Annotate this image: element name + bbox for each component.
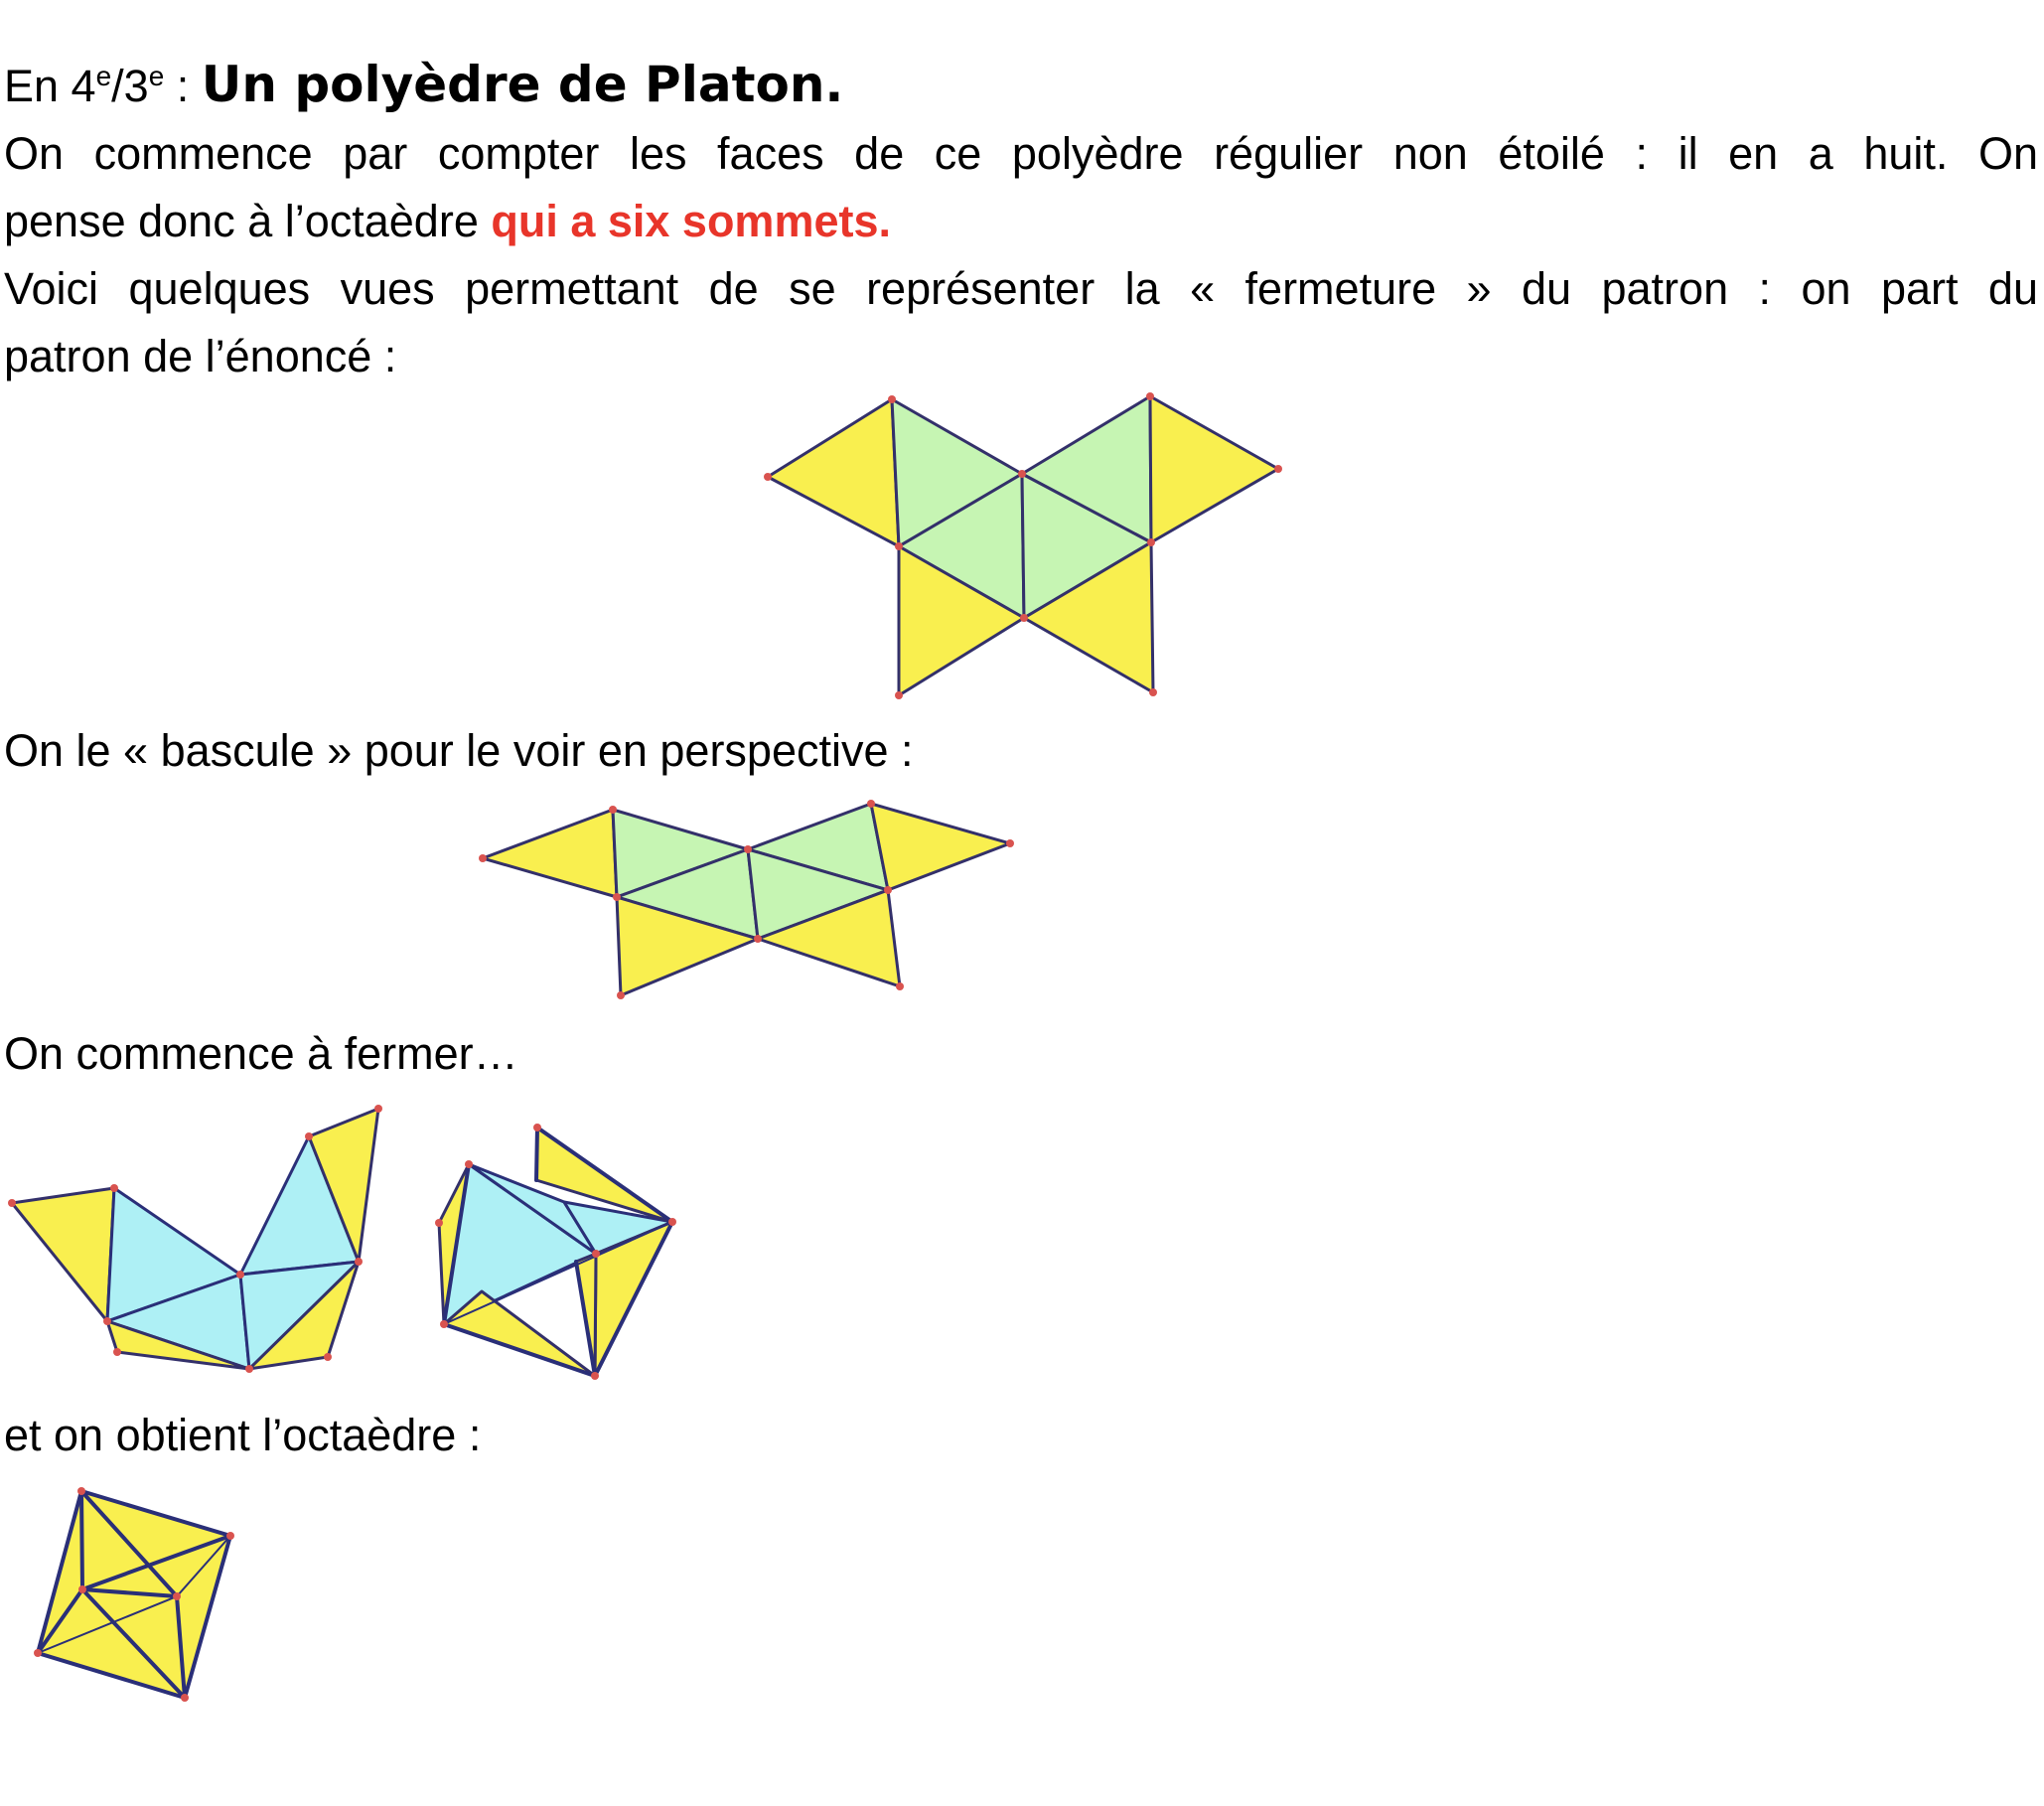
heading xyxy=(4,56,844,113)
octahedron-net-figure xyxy=(751,387,1287,715)
caption-fold: On commence à fermer… xyxy=(4,1028,518,1079)
paragraph-2-line-2: patron de l’énoncé : xyxy=(4,331,397,381)
folding-step-1-figure xyxy=(0,1093,397,1391)
caption-final: et on obtient l’octaèdre : xyxy=(4,1410,482,1460)
tilted-net-figure xyxy=(452,785,1028,1018)
paragraph-2-line-1: Voici quelques vues permettant de se représenter la « fermeture » du patron : on part du xyxy=(4,263,2038,314)
level-prefix: En 4 xyxy=(4,61,96,111)
caption-tilt: On le « bascule » pour le voir en perspective : xyxy=(4,725,914,776)
highlighted-text: qui a six sommets. xyxy=(491,196,891,246)
folding-step-2-figure xyxy=(417,1093,685,1391)
paragraph-1-line-2 xyxy=(4,196,891,246)
level-sup-2: e xyxy=(148,61,165,91)
octahedron-figure xyxy=(20,1480,248,1709)
paragraph-1-text: pense donc à l’octaèdre xyxy=(4,196,492,246)
paragraph-1-line-1: On commence par compter les faces de ce polyèdre régulier non étoilé : il en a huit. On xyxy=(4,128,2038,179)
page-title: Un polyèdre de Platon. xyxy=(201,56,844,113)
heading-colon: : xyxy=(164,61,202,111)
level-sup-1: e xyxy=(95,61,112,91)
level-slash: /3 xyxy=(111,61,149,111)
